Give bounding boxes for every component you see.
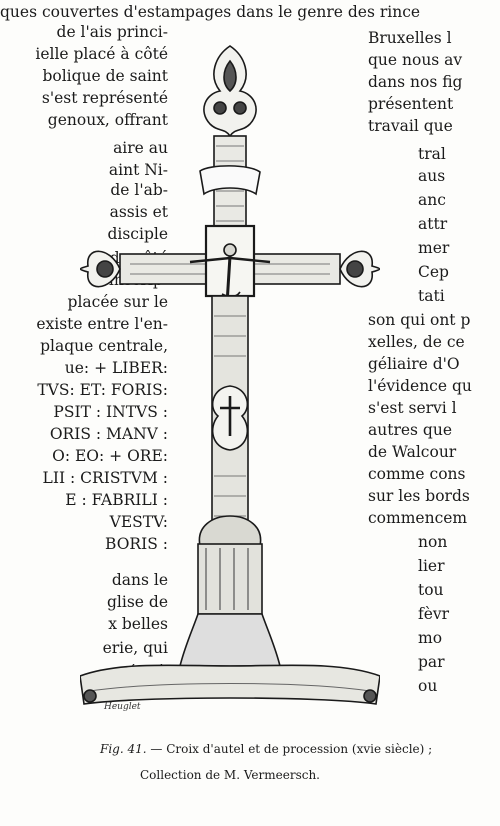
right-text-line: attr <box>418 215 448 233</box>
right-text-line: comme cons <box>368 465 466 483</box>
right-text-line: mo <box>418 629 443 647</box>
left-text-line: ORIS : MANV : <box>49 425 168 443</box>
right-text-line: fèvr <box>418 605 450 623</box>
caption-text: — Croix d'autel et de procession (xvie siècle) ; <box>146 742 433 756</box>
right-text-line: aus <box>418 167 446 185</box>
right-text-line: tou <box>418 581 444 599</box>
left-text-line: de l'ais princi- <box>56 23 168 41</box>
left-text-line: assis et <box>109 203 168 221</box>
left-text-line: de l'ab- <box>110 181 168 199</box>
left-text-line: disciple <box>107 225 168 243</box>
cross-knop <box>199 516 260 546</box>
right-text-line: présentent <box>368 95 454 113</box>
left-text-line: x belles <box>108 615 168 633</box>
cross-right-arm <box>248 254 340 284</box>
right-text-line: l'évidence qu <box>368 377 472 395</box>
left-text-line: glise de <box>107 593 168 611</box>
left-text-line: erie, qui <box>102 639 168 657</box>
left-text-line: existe entre l'en- <box>36 315 168 333</box>
right-text-line: par <box>418 653 445 671</box>
left-text-line: placée sur le <box>67 293 168 311</box>
right-text-line: lier <box>418 557 445 575</box>
left-text-line: E : FABRILI : <box>65 491 168 509</box>
right-text-line: tral <box>418 145 446 163</box>
right-text-line: que nous av <box>368 51 463 69</box>
cross-left-arm <box>120 254 212 284</box>
left-text-line: dans le <box>111 571 168 589</box>
engraver-signature: Heuglet <box>104 702 141 712</box>
cross-base <box>80 665 380 704</box>
right-text-line: commencem <box>368 509 468 527</box>
right-text-line: travail que <box>368 117 453 135</box>
right-text-line: Cep <box>418 263 449 281</box>
left-text-line: plaque centrale, <box>40 337 168 355</box>
left-text-line: aint Ni- <box>108 161 168 179</box>
left-text-line: BORIS : <box>105 535 168 553</box>
left-text-line: ielle placé à côté <box>35 45 168 63</box>
figure-caption-line1 <box>100 740 433 758</box>
figure-caption-line2: Collection de M. Vermeersch. <box>140 768 320 782</box>
left-text-line: PSIT : INTVS : <box>53 403 168 421</box>
right-text-line: Bruxelles l <box>368 29 452 47</box>
right-text-line: géliaire d'O <box>368 355 460 373</box>
left-text-line: s'est représenté <box>41 89 168 107</box>
right-text-line: dans nos fig <box>368 73 463 91</box>
right-text-line: mer <box>418 239 450 257</box>
right-text-line: s'est servi l <box>368 399 457 417</box>
right-text-line: de Walcour <box>368 443 457 461</box>
right-text-line: xelles, de ce <box>368 333 465 351</box>
left-text-line: TVS: ET: FORIS: <box>37 381 168 399</box>
right-text-line: non <box>418 533 448 551</box>
right-text-line: ou <box>418 677 438 695</box>
left-text-line: LII : CRISTVM : <box>42 469 168 487</box>
right-text-line: anc <box>418 191 446 209</box>
left-text-line: ue: + LIBER: <box>64 359 168 377</box>
right-text-line: autres que <box>368 421 452 439</box>
cross-engraving <box>80 36 380 716</box>
left-text-line: genoux, offrant <box>47 111 168 129</box>
running-text-top: ques couvertes d'estampages dans le genre des rince <box>0 3 421 21</box>
figure-label: Fig. 41. <box>100 742 147 756</box>
right-text-line: son qui ont p <box>368 311 471 329</box>
left-text-line: bolique de saint <box>42 67 168 85</box>
left-text-line: VESTV: <box>109 513 168 531</box>
right-text-line: sur les bords <box>368 487 470 505</box>
left-text-line: O: EO: + ORE: <box>52 447 168 465</box>
right-text-line: tati <box>418 287 445 305</box>
left-text-line: aire au <box>113 139 168 157</box>
